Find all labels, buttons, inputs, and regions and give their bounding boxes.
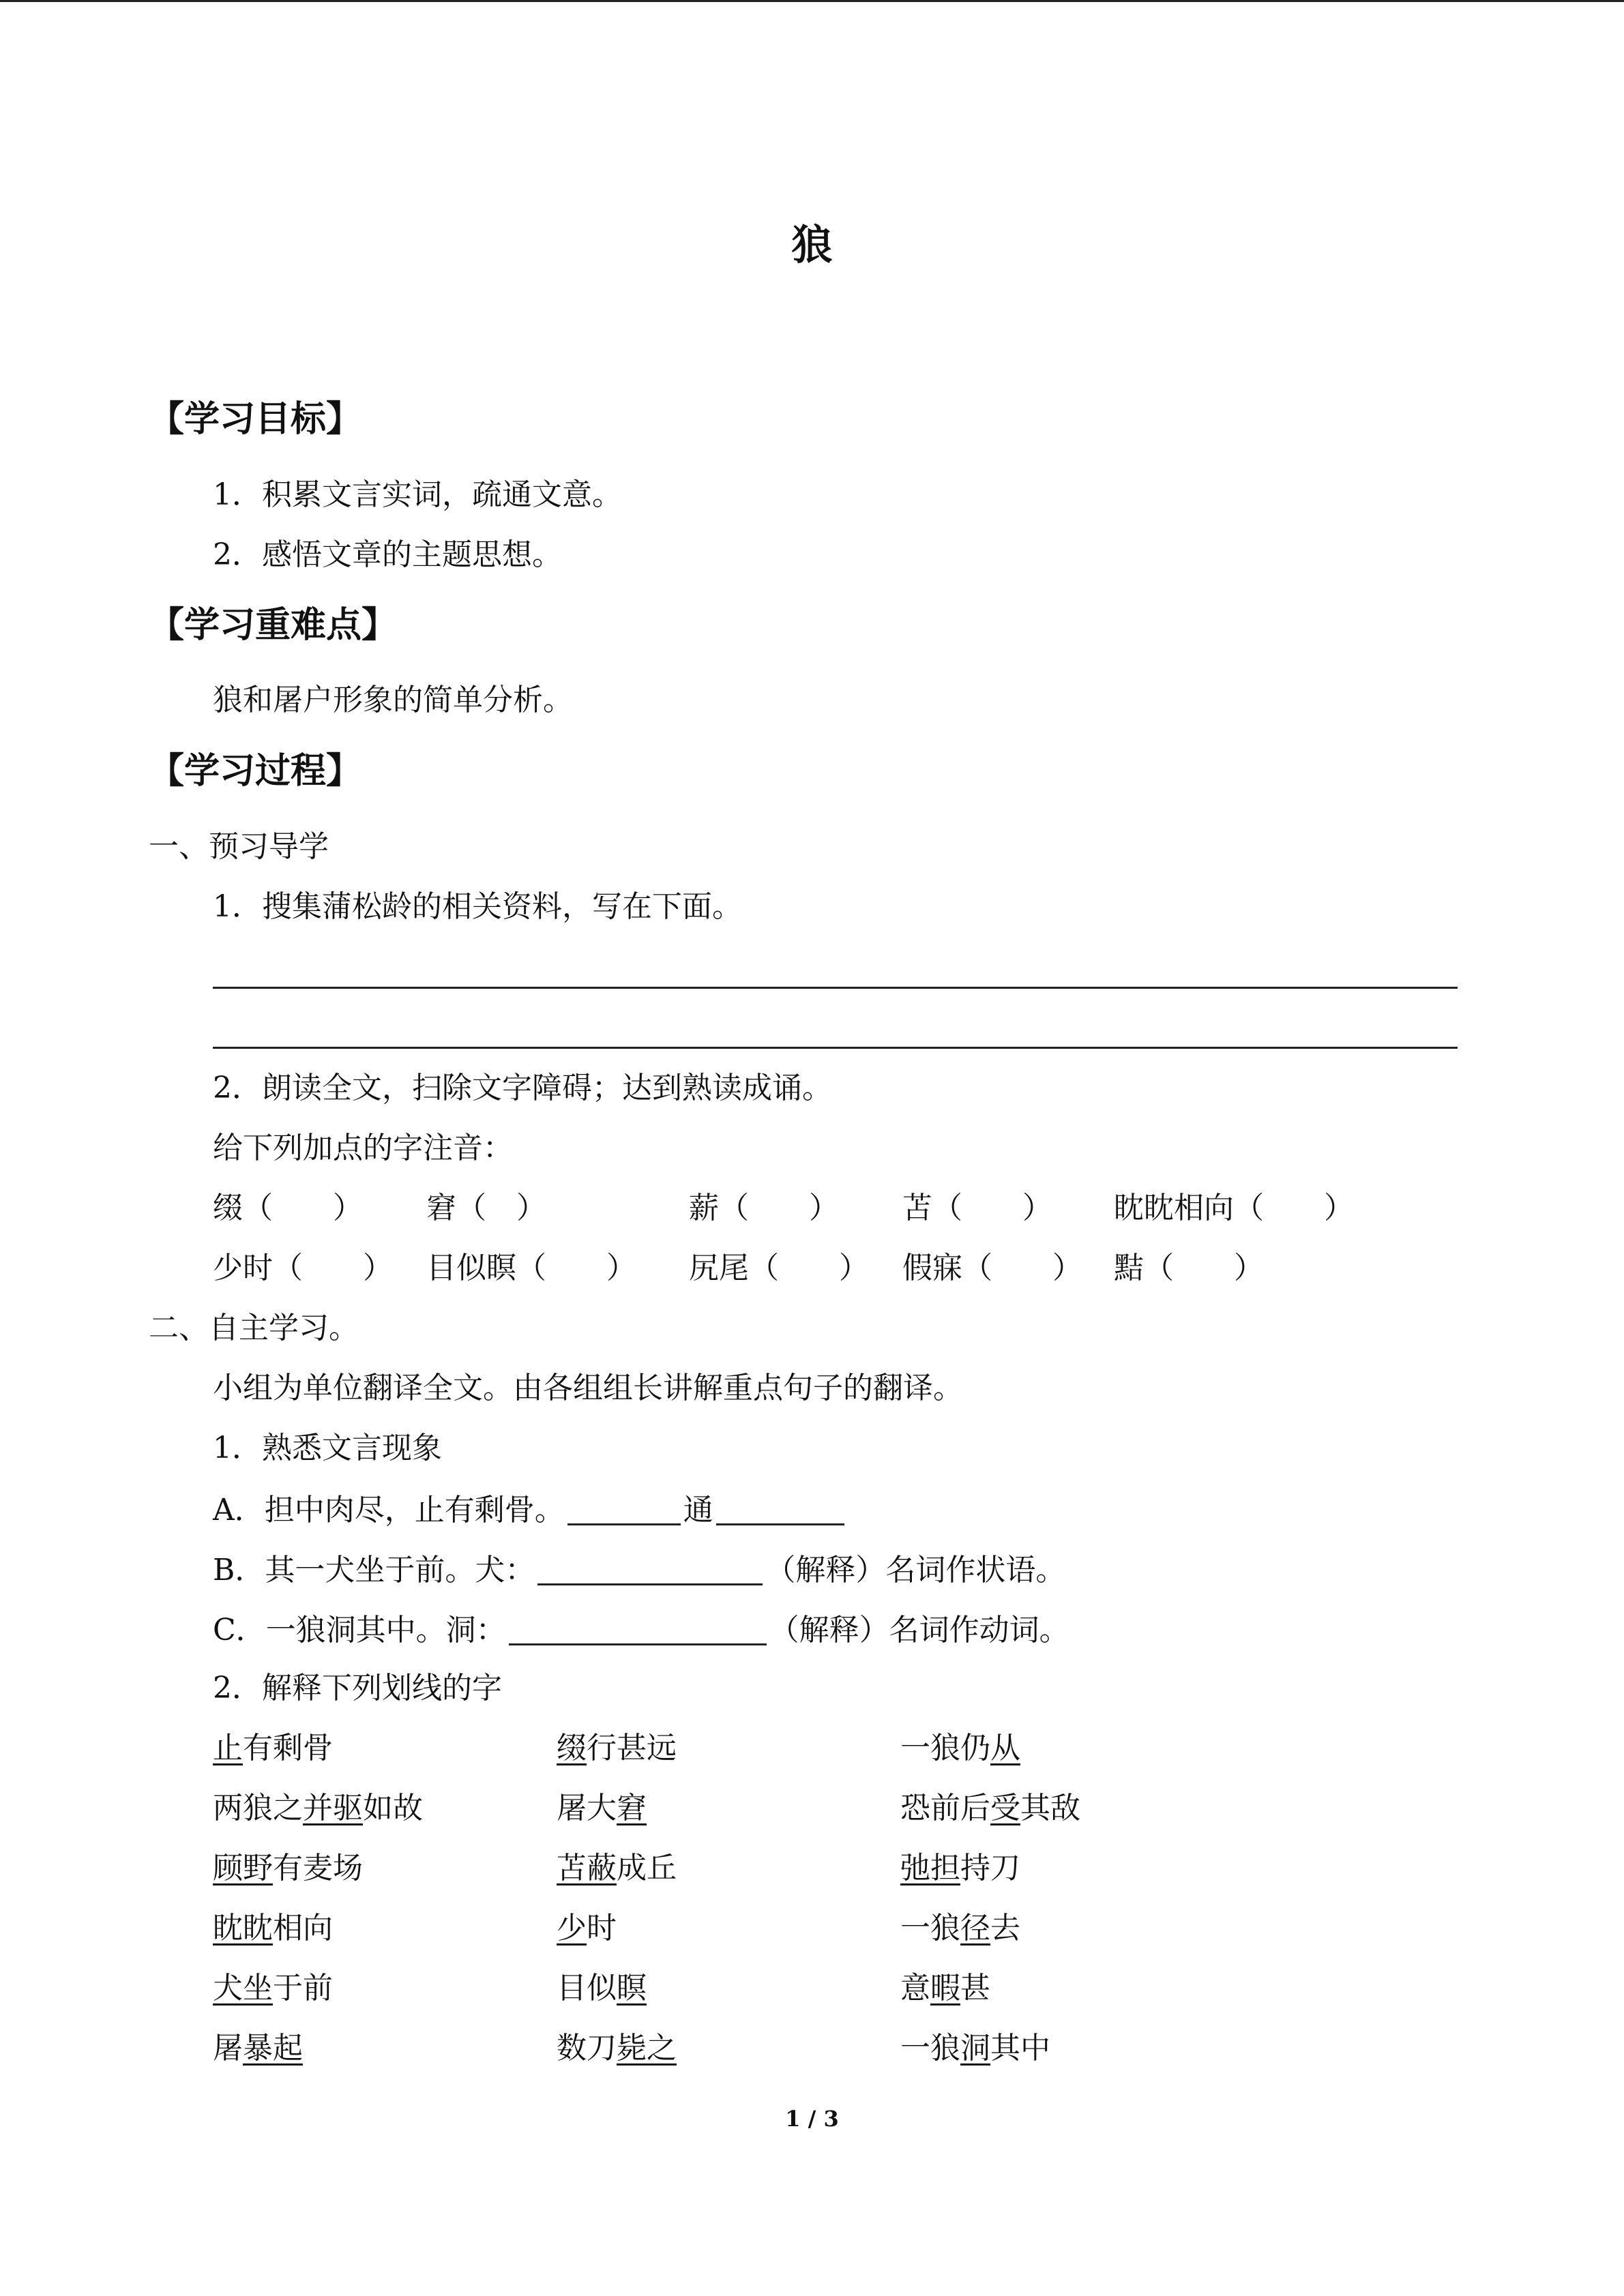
word-post: 行甚远 [587, 1731, 677, 1765]
word-post: 其中 [990, 2031, 1050, 2066]
blank-b[interactable] [537, 1553, 763, 1585]
word-item [557, 1793, 647, 1823]
item-b-text: B．其一犬坐于前。犬： [213, 1553, 535, 1587]
word-pre: 屠 [213, 2031, 243, 2066]
word-pre: 屠大 [557, 1791, 617, 1825]
word-item [900, 2031, 1050, 2066]
goal-item-2: 2．感悟文章的主题思想。 [213, 537, 562, 572]
goals-heading: 【学习目标】 [149, 399, 362, 440]
page-number: 1 / 3 [785, 2106, 839, 2132]
word-item [900, 1971, 990, 2006]
word-underlined: 受 [990, 1791, 1020, 1825]
word-item [557, 1733, 677, 1763]
blank-c[interactable] [509, 1613, 767, 1645]
word-post: 于前 [273, 1971, 333, 2006]
pinyin-item[interactable]: 假寐（ ） [902, 1251, 1082, 1285]
word-underlined: 苫蔽 [557, 1851, 617, 1885]
word-underlined: 径 [960, 1911, 990, 1945]
word-post: 时 [587, 1911, 617, 1945]
word-underlined: 暴起 [243, 2031, 303, 2066]
word-post: 如故 [363, 1791, 423, 1825]
word-item [213, 1853, 363, 1883]
part2-heading: 二、自主学习。 [149, 1311, 359, 1345]
keypoints-heading: 【学习重难点】 [149, 605, 398, 646]
word-item [900, 1913, 1020, 1943]
word-pre: 数刀 [557, 2031, 617, 2066]
part1-q2-sub: 给下列加点的字注音： [213, 1131, 513, 1165]
pinyin-item[interactable]: 黠（ ） [1114, 1251, 1264, 1285]
word-post: 持刀 [960, 1851, 1020, 1885]
word-item [213, 1733, 333, 1763]
keypoints-text: 狼和屠户形象的简单分析。 [213, 683, 573, 717]
word-post: 去 [990, 1911, 1020, 1945]
item-b [213, 1553, 1065, 1585]
process-heading: 【学习过程】 [149, 751, 362, 792]
word-item [900, 1733, 1020, 1763]
word-post: 其敌 [1020, 1791, 1080, 1825]
word-item [213, 1913, 333, 1943]
pinyin-item[interactable]: 苫（ ） [902, 1191, 1052, 1225]
document-title: 狼 [791, 222, 833, 269]
pinyin-item[interactable]: 目似瞑（ ） [426, 1251, 636, 1285]
item-a-mid: 通 [683, 1493, 713, 1527]
word-item [900, 1793, 1080, 1823]
pinyin-item[interactable]: 眈眈相向（ ） [1114, 1191, 1354, 1225]
word-underlined: 眈眈 [213, 1911, 273, 1945]
word-post: 成丘 [617, 1851, 677, 1885]
word-underlined: 暇 [930, 1971, 960, 2006]
item-a [213, 1493, 847, 1525]
part2-q2: 2．解释下列划线的字 [213, 1671, 502, 1705]
part2-q1: 1．熟悉文言现象 [213, 1431, 442, 1465]
item-c-suffix: （解释）名词作动词。 [769, 1613, 1069, 1648]
word-underlined: 并驱 [303, 1791, 363, 1825]
pinyin-item[interactable]: 少时（ ） [213, 1251, 393, 1285]
goal-item-1: 1．积累文言实词，疏通文意。 [213, 477, 622, 512]
word-pre: 意 [900, 1971, 930, 2006]
word-underlined: 少 [557, 1911, 587, 1945]
word-underlined: 弛担 [900, 1851, 960, 1885]
word-item [900, 1853, 1020, 1883]
word-underlined: 从 [990, 1731, 1020, 1765]
word-pre: 一狼 [900, 2031, 960, 2066]
word-underlined: 洞 [960, 2031, 990, 2066]
item-b-suffix: （解释）名词作状语。 [765, 1553, 1066, 1587]
word-post: 相向 [273, 1911, 333, 1945]
word-post: 有麦场 [273, 1851, 363, 1885]
word-post: 甚 [960, 1971, 990, 2006]
word-pre: 两狼之 [213, 1791, 303, 1825]
word-pre: 一狼仍 [900, 1731, 990, 1765]
part1-q1: 1．搜集蒲松龄的相关资料，写在下面。 [213, 889, 742, 924]
pinyin-item[interactable]: 尻尾（ ） [689, 1251, 869, 1285]
word-item [557, 1913, 617, 1943]
pinyin-item[interactable]: 薪（ ） [689, 1191, 839, 1225]
word-item [557, 2031, 677, 2066]
word-underlined: 瞑 [617, 1971, 647, 2006]
item-c [213, 1613, 1069, 1648]
word-item [213, 1971, 333, 2006]
word-item [557, 1971, 647, 2006]
part2-intro: 小组为单位翻译全文。由各组组长讲解重点句子的翻译。 [213, 1371, 963, 1405]
word-underlined: 顾野 [213, 1851, 273, 1885]
word-underlined: 毙之 [617, 2031, 677, 2066]
pinyin-item[interactable]: 窘（ ） [426, 1191, 546, 1225]
part1-heading: 一、预习导学 [149, 829, 329, 864]
word-pre: 一狼 [900, 1911, 960, 1945]
word-pre: 恐前后 [900, 1791, 990, 1825]
item-a-text: A．担中肉尽，止有剩骨。 [213, 1493, 565, 1527]
word-underlined: 缀 [557, 1731, 587, 1765]
answer-line-2[interactable] [213, 1047, 1458, 1049]
word-post: 有剩骨 [243, 1731, 333, 1765]
part1-q2: 2．朗读全文，扫除文字障碍；达到熟读成诵。 [213, 1071, 832, 1105]
word-pre: 目似 [557, 1971, 617, 2006]
pinyin-item[interactable]: 缀（ ） [213, 1191, 363, 1225]
answer-line-1[interactable] [213, 987, 1458, 989]
word-item [213, 2031, 303, 2066]
word-underlined: 止 [213, 1731, 243, 1765]
word-underlined: 窘 [617, 1791, 647, 1825]
word-item [213, 1793, 423, 1823]
word-item [557, 1853, 677, 1883]
blank-a1[interactable] [567, 1493, 681, 1525]
blank-a2[interactable] [716, 1493, 844, 1525]
word-underlined: 犬坐 [213, 1971, 273, 2006]
item-c-text: C．一狼洞其中。洞： [213, 1613, 506, 1648]
